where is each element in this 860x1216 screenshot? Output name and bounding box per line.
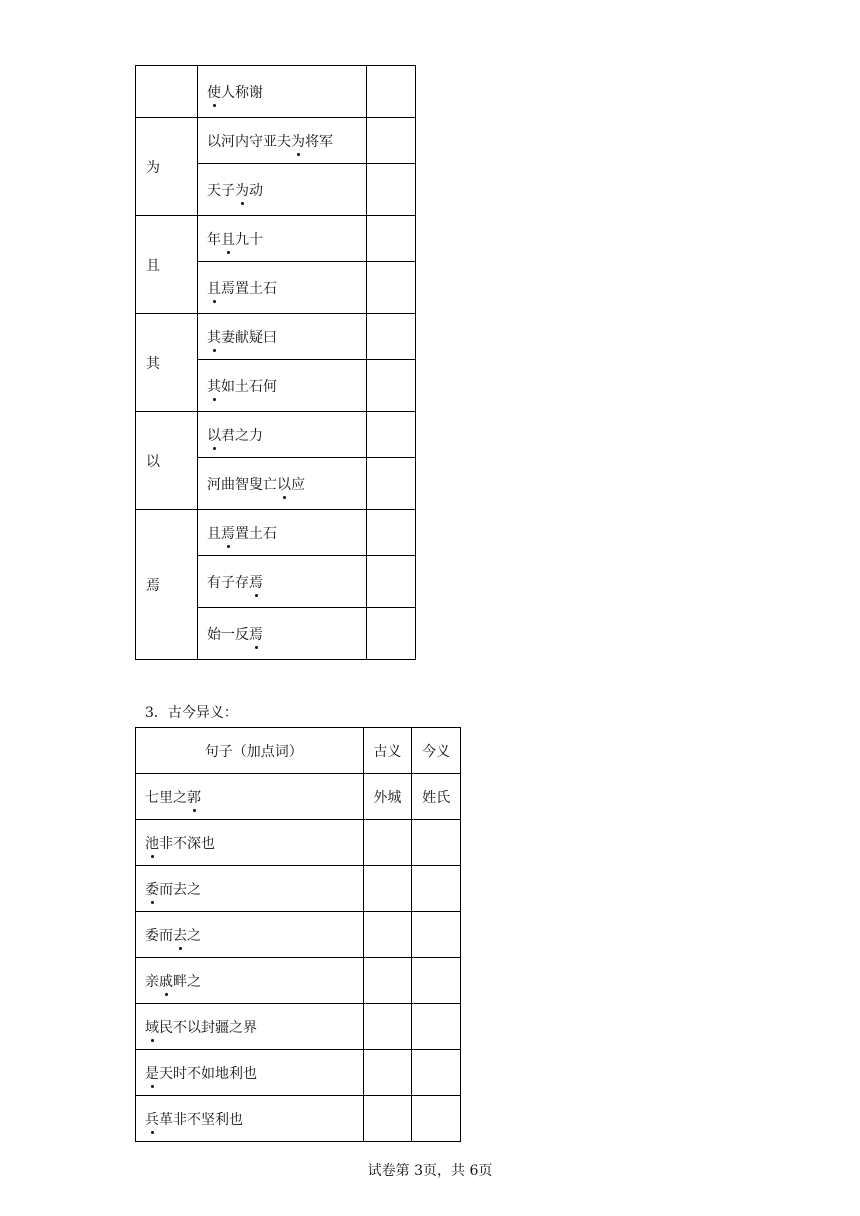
table-row xyxy=(136,820,461,866)
new-meaning-cell[interactable] xyxy=(412,958,461,1004)
old-meaning-cell[interactable]: 外城 xyxy=(363,774,412,820)
sentence-cell: 天子为动 xyxy=(198,164,367,216)
answer-cell[interactable] xyxy=(367,118,416,164)
answer-cell[interactable] xyxy=(367,314,416,360)
sentence-cell: 委而去之 xyxy=(136,912,364,958)
old-meaning-cell[interactable] xyxy=(363,820,412,866)
new-meaning-cell[interactable] xyxy=(412,1004,461,1050)
answer-cell[interactable] xyxy=(367,412,416,458)
old-meaning-cell[interactable] xyxy=(363,1096,412,1142)
ancient-modern-meaning-table xyxy=(135,727,461,1142)
table-row xyxy=(136,412,416,458)
old-meaning-cell[interactable] xyxy=(363,958,412,1004)
keyword-cell: 焉 xyxy=(136,510,198,660)
table-row xyxy=(136,510,416,556)
sentence-cell: 池非不深也 xyxy=(136,820,364,866)
answer-cell[interactable] xyxy=(367,66,416,118)
old-meaning-cell[interactable] xyxy=(363,912,412,958)
table-row xyxy=(136,866,461,912)
table-row xyxy=(136,958,461,1004)
header-sentence: 句子（加点词） xyxy=(136,728,364,774)
answer-cell[interactable] xyxy=(367,556,416,608)
keyword-cell: 其 xyxy=(136,314,198,412)
sentence-cell: 且焉置土石 xyxy=(198,510,367,556)
table-row xyxy=(136,774,461,820)
new-meaning-cell[interactable] xyxy=(412,820,461,866)
answer-cell[interactable] xyxy=(367,262,416,314)
header-old-meaning: 古义 xyxy=(363,728,412,774)
old-meaning-cell[interactable] xyxy=(363,1050,412,1096)
sentence-cell: 兵革非不坚利也 xyxy=(136,1096,364,1142)
new-meaning-cell[interactable] xyxy=(412,1050,461,1096)
answer-cell[interactable] xyxy=(367,458,416,510)
keyword-cell: 为 xyxy=(136,118,198,216)
new-meaning-cell[interactable] xyxy=(412,1096,461,1142)
answer-cell[interactable] xyxy=(367,510,416,556)
sentence-cell: 是天时不如地利也 xyxy=(136,1050,364,1096)
sentence-cell: 有子存焉 xyxy=(198,556,367,608)
sentence-cell: 其妻献疑曰 xyxy=(198,314,367,360)
new-meaning-cell[interactable] xyxy=(412,912,461,958)
sentence-cell: 年且九十 xyxy=(198,216,367,262)
table-row xyxy=(136,66,416,118)
sentence-cell: 始一反焉 xyxy=(198,608,367,660)
table-row xyxy=(136,314,416,360)
old-meaning-cell[interactable] xyxy=(363,866,412,912)
keyword-cell xyxy=(136,66,198,118)
new-meaning-cell[interactable] xyxy=(412,866,461,912)
sentence-cell: 委而去之 xyxy=(136,866,364,912)
new-meaning-cell[interactable]: 姓氏 xyxy=(412,774,461,820)
keyword-cell: 以 xyxy=(136,412,198,510)
sentence-cell: 域民不以封疆之界 xyxy=(136,1004,364,1050)
sentence-cell: 七里之郭 xyxy=(136,774,364,820)
sentence-cell: 且焉置土石 xyxy=(198,262,367,314)
sentence-cell: 亲戚畔之 xyxy=(136,958,364,1004)
sentence-cell: 其如土石何 xyxy=(198,360,367,412)
table-row xyxy=(136,1050,461,1096)
table-row xyxy=(136,1096,461,1142)
function-words-table xyxy=(135,65,416,660)
table-header-row xyxy=(136,728,461,774)
answer-cell[interactable] xyxy=(367,360,416,412)
keyword-cell: 且 xyxy=(136,216,198,314)
table-row xyxy=(136,216,416,262)
sentence-cell: 使人称谢 xyxy=(198,66,367,118)
section-title: 3．古今异义： xyxy=(145,705,238,721)
answer-cell[interactable] xyxy=(367,164,416,216)
answer-cell[interactable] xyxy=(367,216,416,262)
sentence-cell: 以河内守亚夫为将军 xyxy=(198,118,367,164)
table-row xyxy=(136,118,416,164)
table-row xyxy=(136,912,461,958)
sentence-cell: 以君之力 xyxy=(198,412,367,458)
sentence-cell: 河曲智叟亡以应 xyxy=(198,458,367,510)
answer-cell[interactable] xyxy=(367,608,416,660)
page-footer: 试卷第 3页，共 6页 xyxy=(367,1163,493,1179)
header-new-meaning: 今义 xyxy=(412,728,461,774)
old-meaning-cell[interactable] xyxy=(363,1004,412,1050)
table-row xyxy=(136,1004,461,1050)
